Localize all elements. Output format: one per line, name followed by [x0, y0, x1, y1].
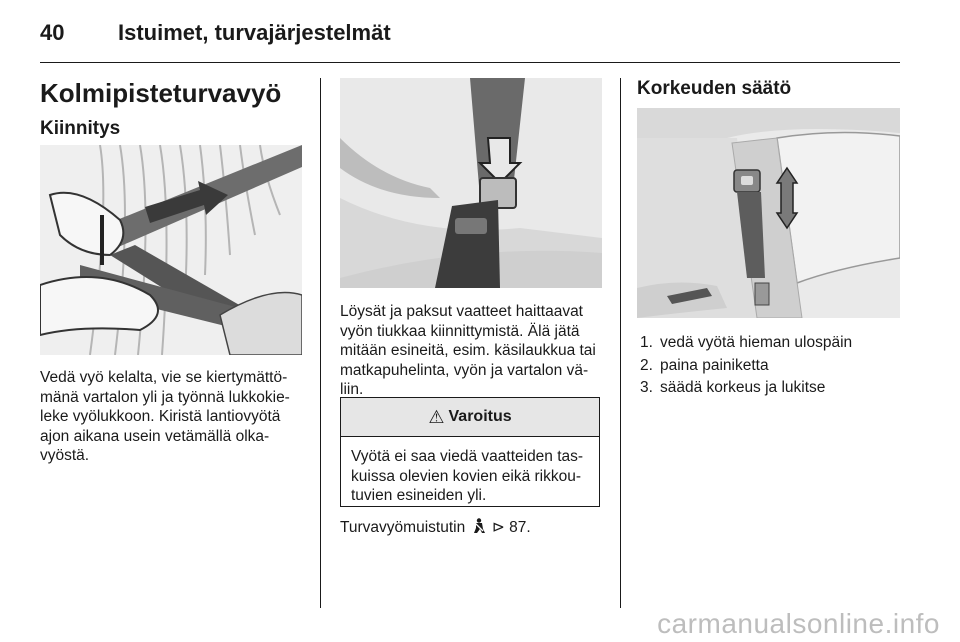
header-divider [40, 62, 900, 63]
warning-box [340, 397, 600, 507]
warning-icon: ⚠ [428, 406, 445, 427]
adjustment-steps [640, 332, 852, 400]
clothing-advice: Löysät ja paksut vaatteet haittaavat vyön tiukkaa kiinnittymistä. Älä jätä mitään esineitä, esim. käsilaukkua tai matkapuhelinta, vyön ja vartalon vä- liin. [340, 303, 596, 398]
page-ref-link[interactable]: 87. [509, 519, 531, 536]
list-item: 3. säädä korkeus ja lukitse [640, 379, 826, 396]
chapter-title: Istuimet, turvajärjestelmät [118, 20, 391, 45]
page-ref-arrow-icon[interactable]: ⊳ [491, 519, 505, 536]
section-heading: Kolmipisteturvavyö [40, 78, 282, 108]
watermark: carmanualsonline.info [657, 608, 940, 639]
height-adjuster-illustration [637, 108, 900, 318]
buckle-insertion-illustration [340, 78, 602, 288]
column-divider [320, 78, 321, 608]
list-item: 1. vedä vyötä hieman ulospäin [640, 334, 853, 351]
page-number: 40 [40, 20, 65, 45]
subsection-heading: Kiinnitys [40, 118, 121, 139]
warning-title: Varoitus [448, 408, 512, 425]
fastening-instructions: Vedä vyö kelalta, vie se kiertymättö- mänä vartalon yli ja työnnä lukkokie- leke vyölukkoon. Kiristä lantiovyötä ajon aikana usein vetämällä olka- vyöstä. [40, 369, 290, 464]
column-divider [620, 78, 621, 608]
seatbelt-reminder-icon [472, 518, 486, 534]
belt-fastening-illustration [40, 145, 302, 355]
warning-text: Vyötä ei saa viedä vaatteiden tas- kuissa olevien kovien eikä rikkou- tuvien esineiden yli. [351, 448, 584, 504]
warning-header [341, 398, 599, 437]
reminder-reference [340, 518, 612, 538]
section-heading: Korkeuden säätö [637, 78, 792, 99]
reminder-label: Turvavyömuistutin [340, 519, 466, 536]
list-item: 2. paina painiketta [640, 356, 769, 374]
